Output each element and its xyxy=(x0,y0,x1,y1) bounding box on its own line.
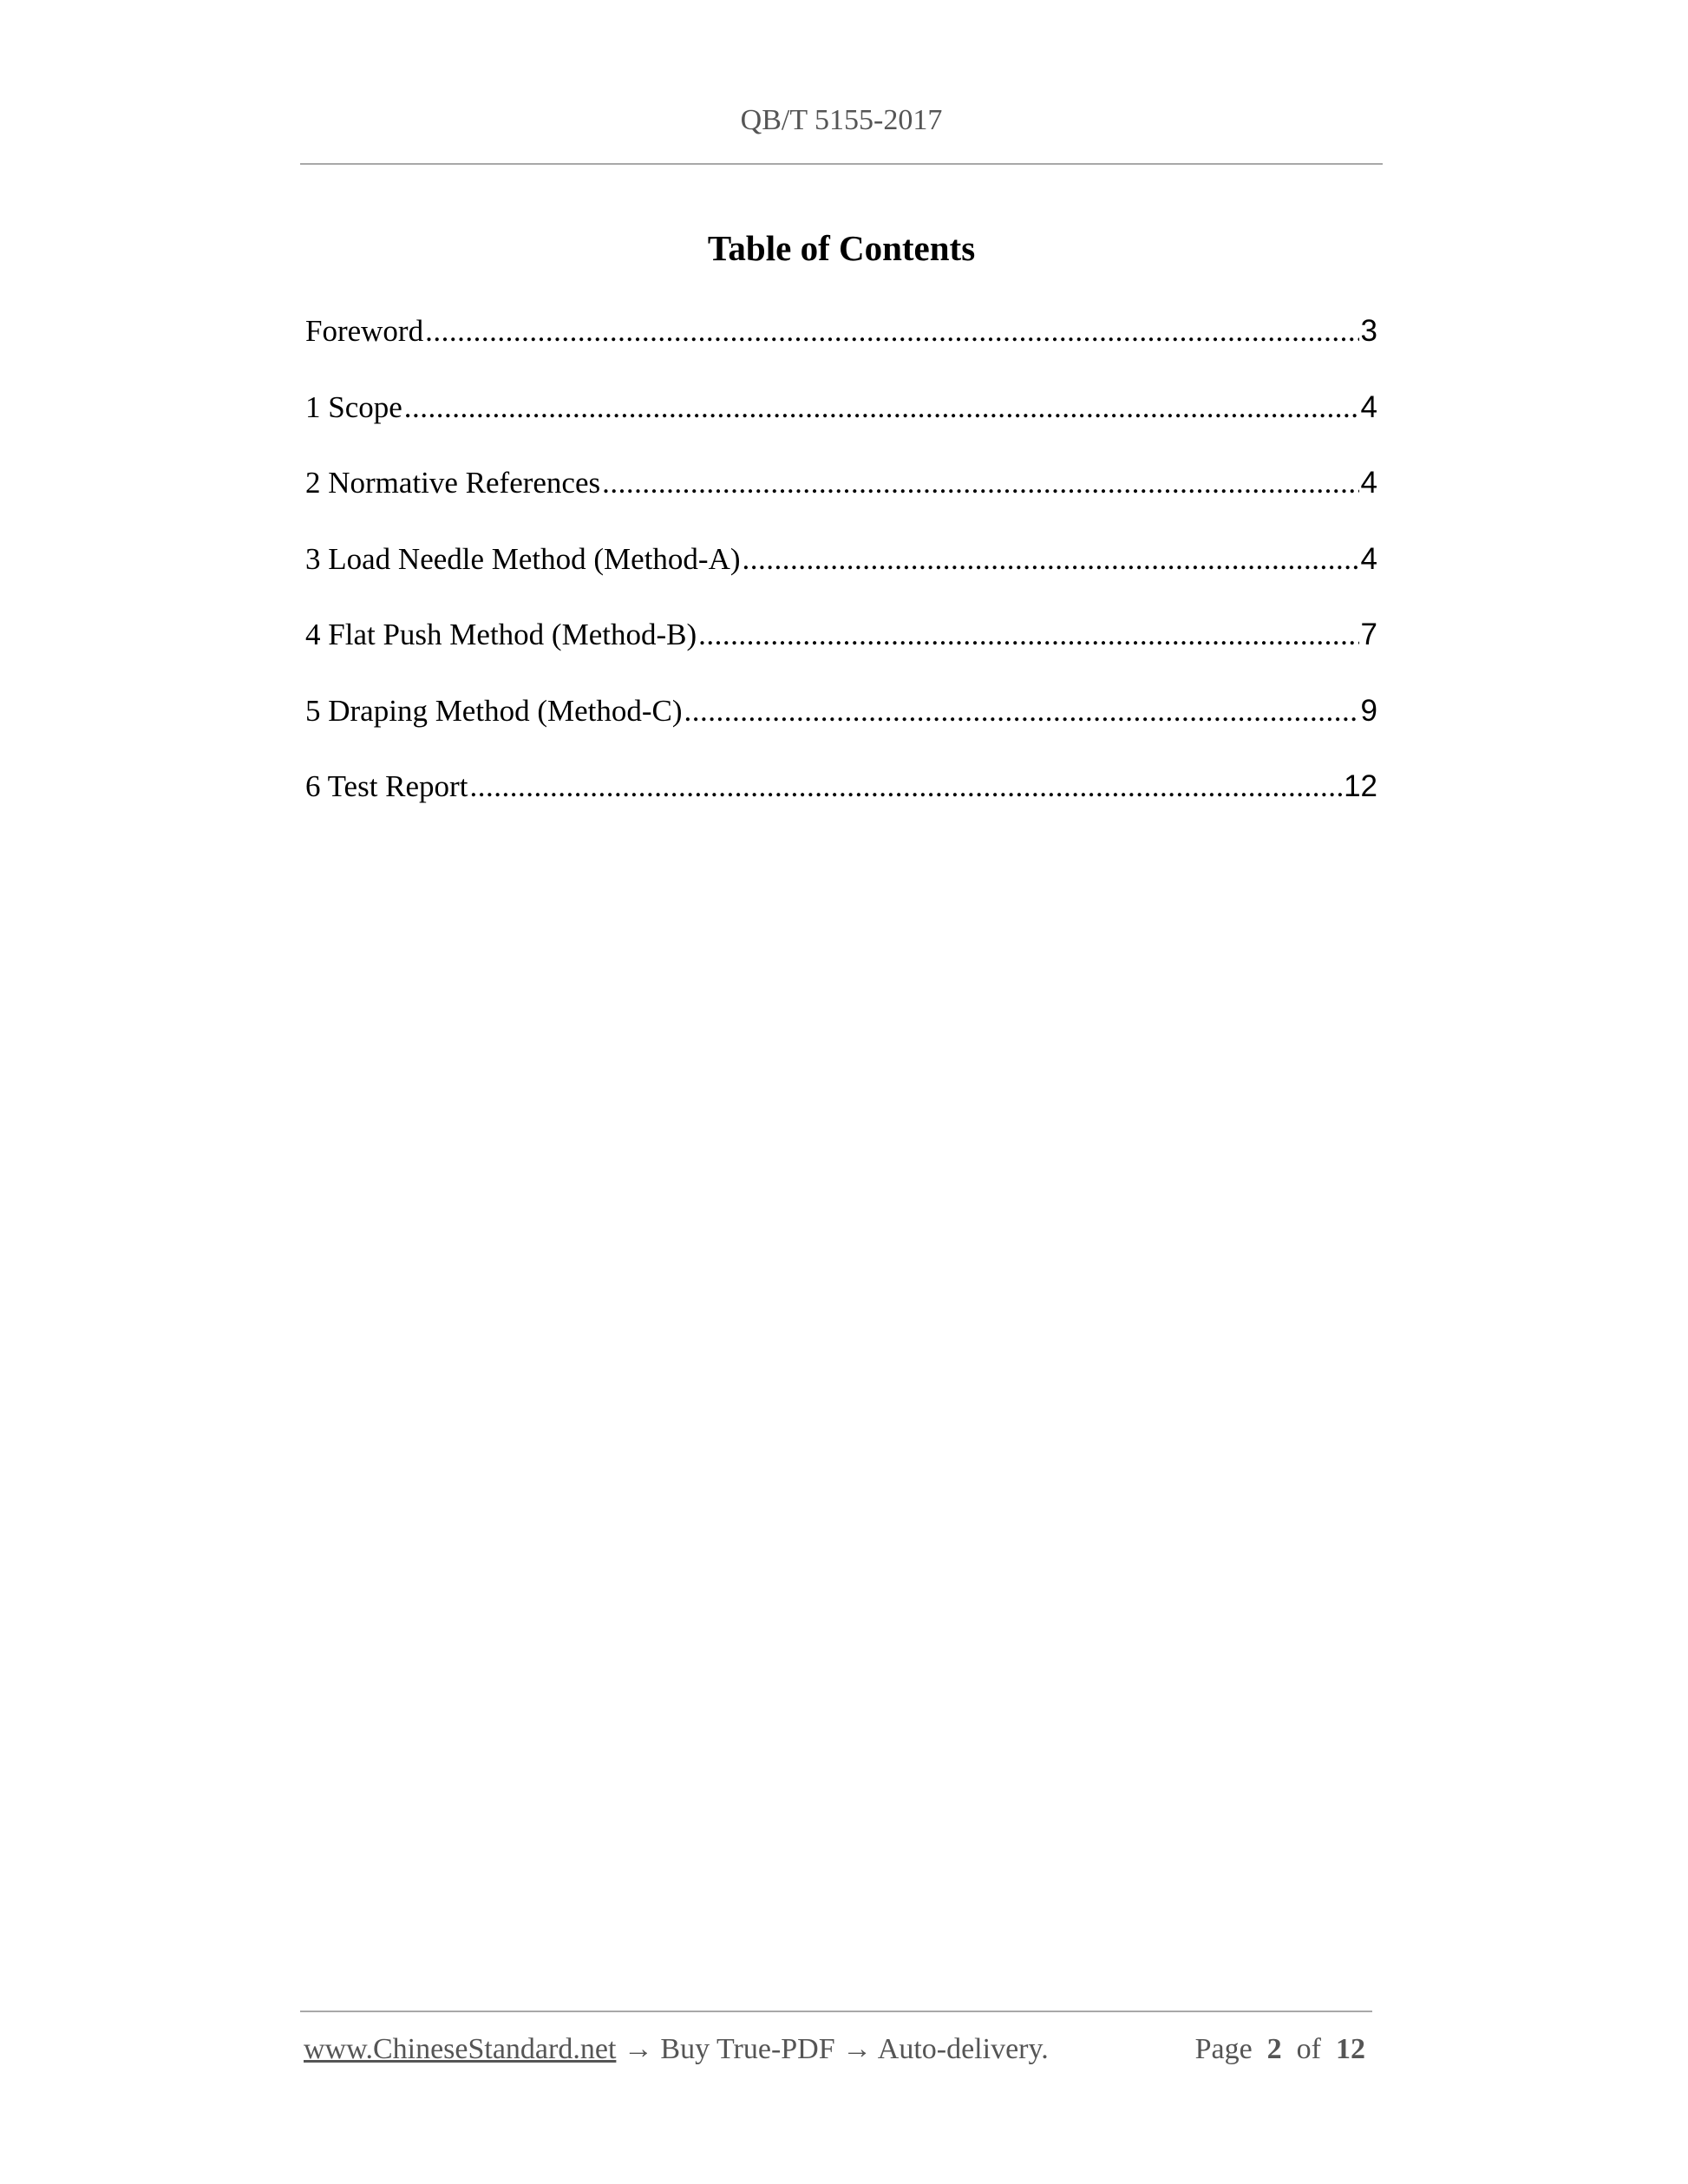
site-link[interactable]: www.ChineseStandard.net xyxy=(304,2033,617,2065)
toc-entry-normative-references[interactable] xyxy=(305,466,1377,542)
toc-entry-label: Foreword xyxy=(305,314,424,348)
toc-entry-label: 1 Scope xyxy=(305,389,402,424)
toc-entry-label: 6 Test Report xyxy=(305,769,468,803)
toc-dot-leader xyxy=(425,314,1358,349)
toc-entry-label: 4 Flat Push Method (Method-B) xyxy=(305,618,697,651)
toc-entry-page: 3 xyxy=(1360,314,1377,348)
toc-title: Table of Contents xyxy=(707,228,976,268)
toc-entry-page: 7 xyxy=(1360,618,1377,651)
page-footer xyxy=(304,2033,1372,2066)
page-word: Page xyxy=(1194,2033,1253,2065)
toc-entry-page: 9 xyxy=(1360,693,1377,728)
toc-dot-leader xyxy=(469,769,1342,804)
footer-divider xyxy=(300,2011,1372,2012)
toc-entry-scope[interactable] xyxy=(305,390,1377,467)
buy-text: Buy True-PDF xyxy=(660,2033,835,2065)
arrow-right-icon: → xyxy=(623,2033,653,2065)
toc-entry-page: 12 xyxy=(1344,769,1377,803)
toc-entry-foreword[interactable] xyxy=(305,314,1377,390)
toc-dot-leader xyxy=(698,618,1358,652)
page-number xyxy=(1195,2033,1365,2066)
toc-dot-leader xyxy=(684,694,1359,729)
toc-entry-test-report[interactable] xyxy=(305,769,1377,846)
arrow-right-icon: → xyxy=(842,2033,873,2065)
toc-dot-leader xyxy=(743,542,1359,577)
toc-entry-page: 4 xyxy=(1360,466,1377,500)
of-word: of xyxy=(1296,2033,1321,2065)
total-pages: 12 xyxy=(1336,2033,1365,2065)
delivery-text: Auto-delivery. xyxy=(877,2033,1049,2065)
toc-entry-label: 3 Load Needle Method (Method-A) xyxy=(305,541,741,576)
toc-entry-flat-push-method[interactable] xyxy=(305,618,1377,694)
toc-entry-load-needle-method[interactable] xyxy=(305,542,1377,618)
current-page: 2 xyxy=(1266,2033,1282,2065)
toc-entry-draping-method[interactable] xyxy=(305,694,1377,770)
header-divider xyxy=(300,163,1383,165)
toc-entry-page: 4 xyxy=(1360,389,1377,424)
toc-list xyxy=(305,314,1377,846)
running-header: QB/T 5155-2017 xyxy=(740,104,943,136)
toc-entry-label: 5 Draping Method (Method-C) xyxy=(305,693,683,728)
toc-entry-label: 2 Normative References xyxy=(305,466,601,500)
toc-entry-page: 4 xyxy=(1360,541,1377,576)
toc-dot-leader xyxy=(602,466,1358,500)
toc-dot-leader xyxy=(404,390,1359,425)
